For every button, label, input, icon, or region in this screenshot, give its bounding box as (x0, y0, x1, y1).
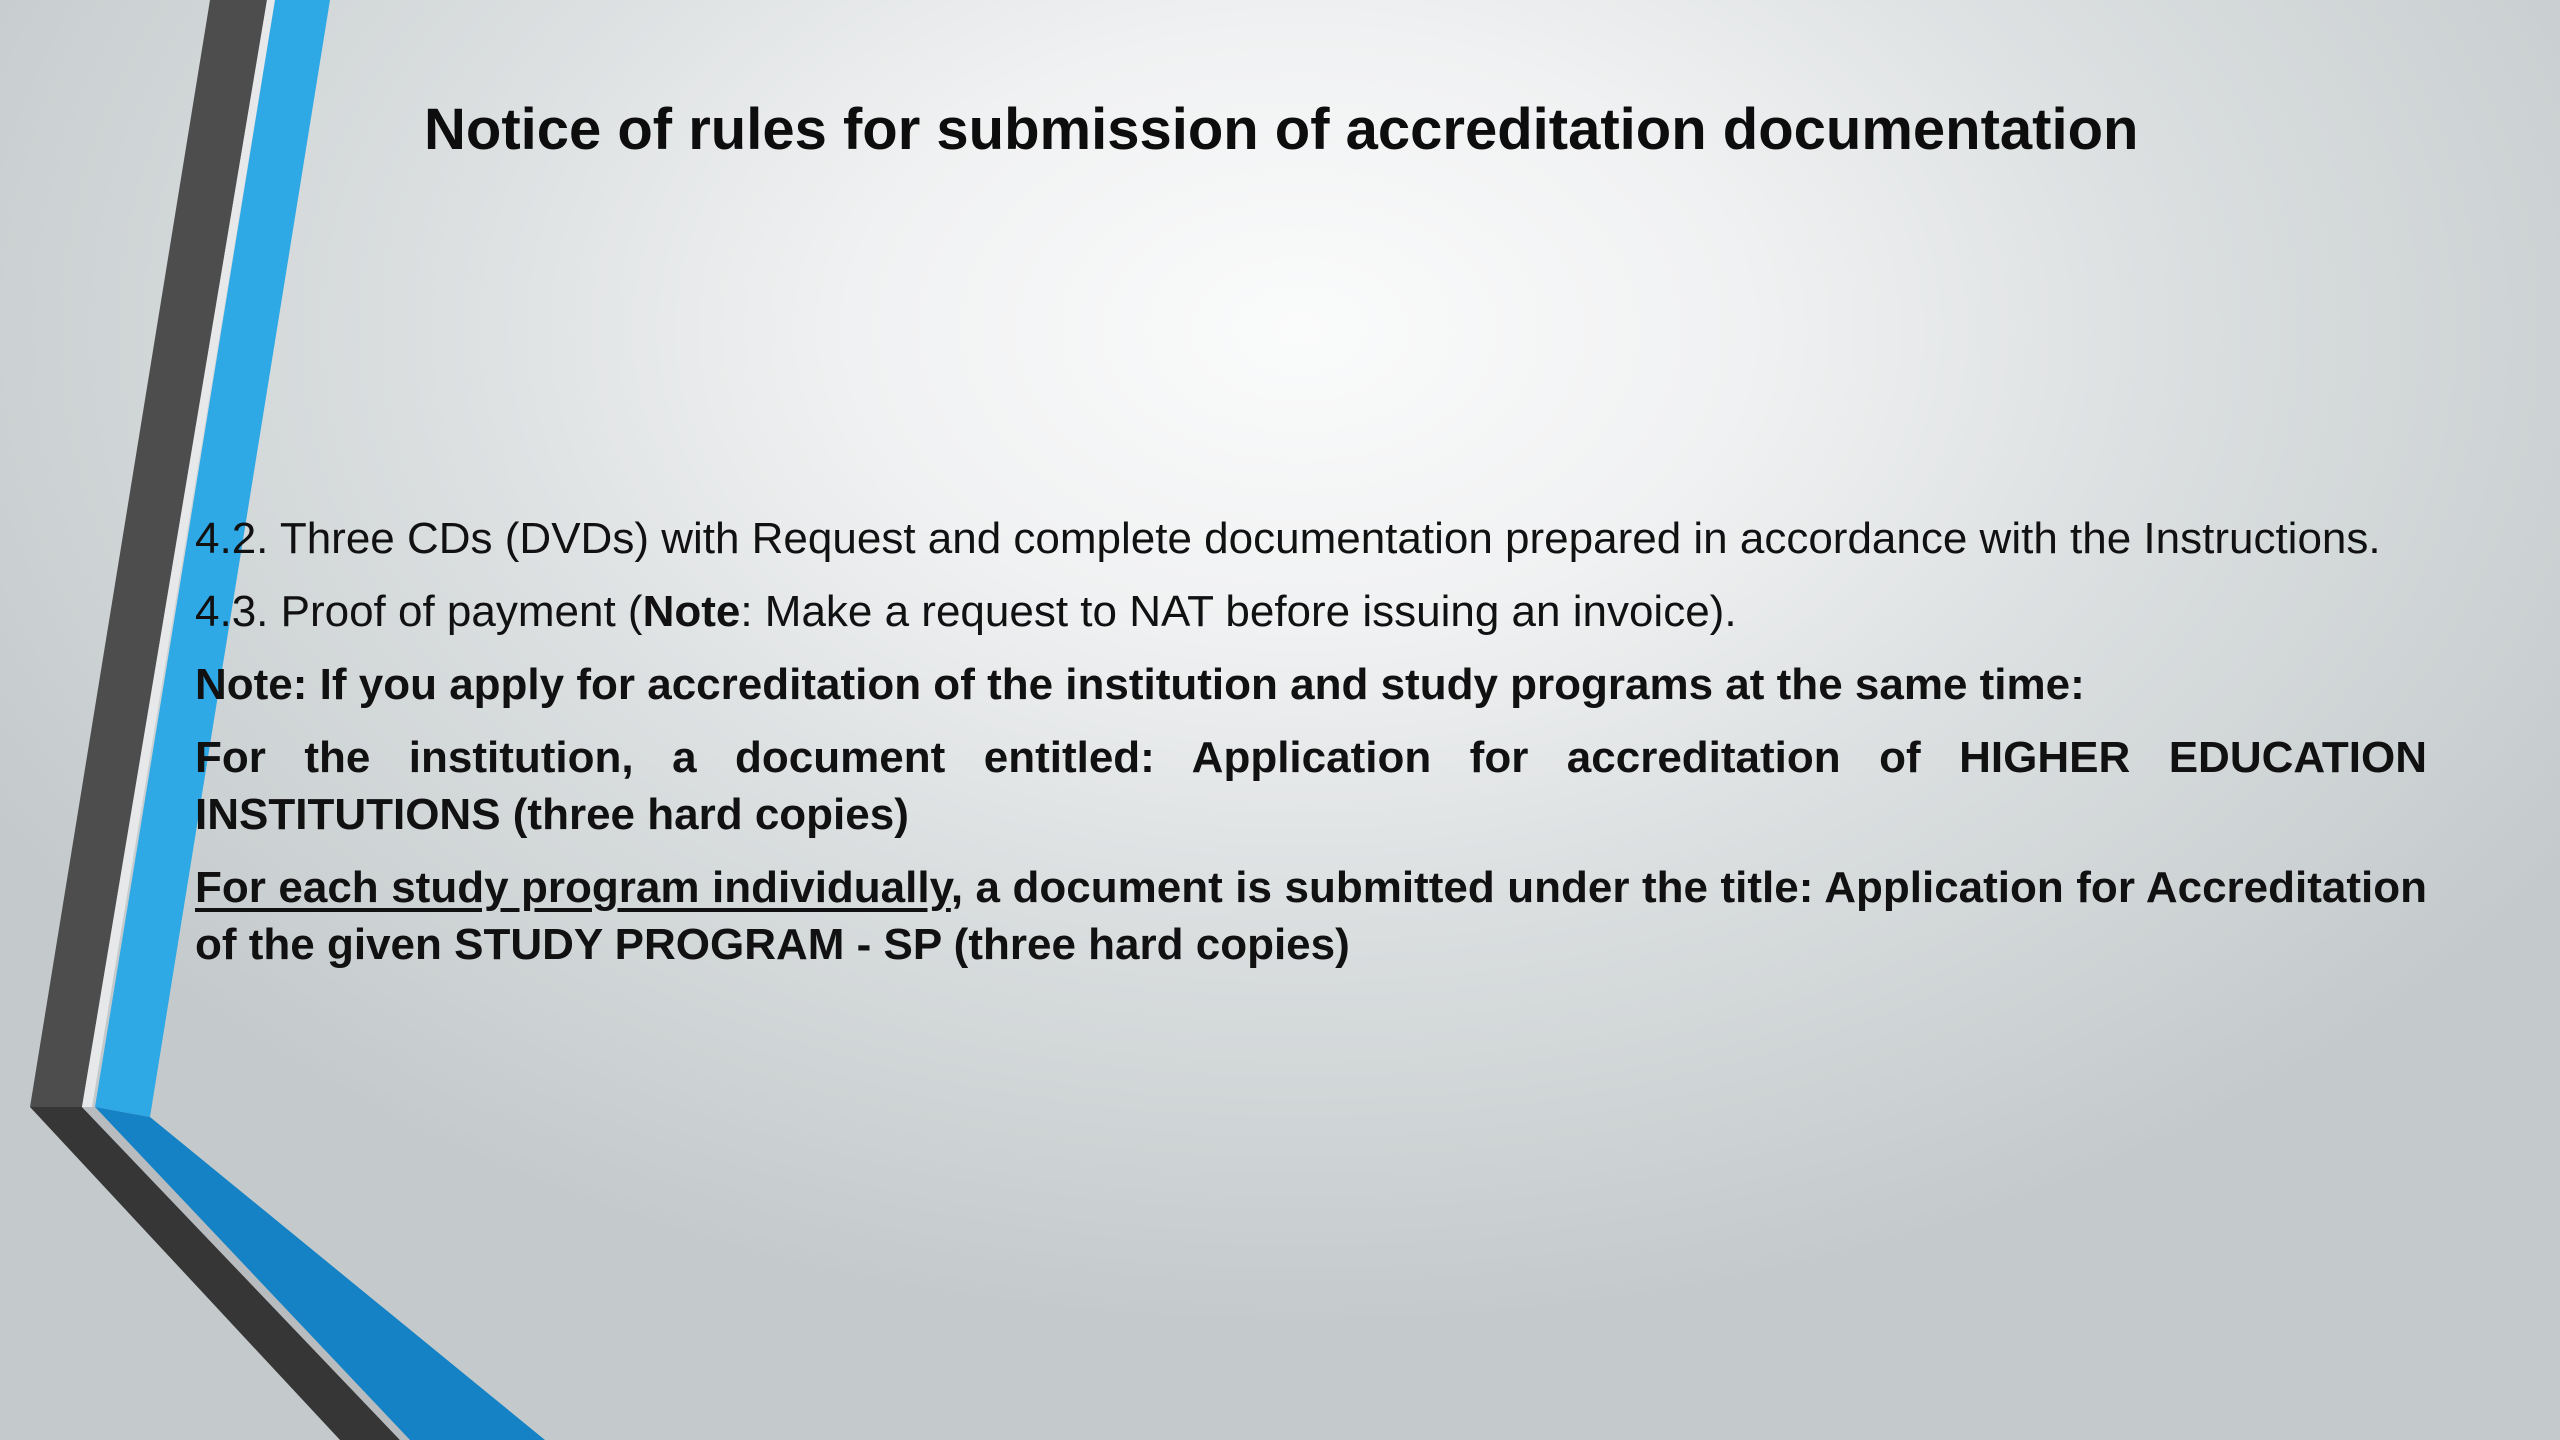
list-item (195, 583, 2427, 640)
program-paragraph (195, 859, 2427, 973)
item-number: 4.2. (195, 514, 269, 563)
decor-light-diagonal (82, 1107, 410, 1440)
item-text-bold: Note (642, 587, 741, 636)
item-number: 4.3. (195, 587, 269, 636)
item-text: Three CDs (DVDs) with Request and complete documentation prepared in accordance with the Instructions. (268, 514, 2381, 563)
program-paragraph-rest: , a document is submitted under the title: Application for Accreditation of the given STUDY PROGRAM - SP (three hard copies) (195, 863, 2427, 969)
institution-paragraph: For the institution, a document entitled: Application for accreditation of HIGHER EDUCATION INSTITUTIONS (three hard copies) (195, 733, 2427, 839)
slide-title: Notice of rules for submission of accreditation documentation (424, 97, 2139, 162)
item-text-prefix: Proof of payment ( (268, 587, 643, 636)
slide-body (195, 510, 2427, 989)
list-item (195, 510, 2427, 567)
program-paragraph-underlined: For each study program individually (195, 863, 951, 912)
decor-gray-diagonal (30, 1107, 400, 1440)
item-text-suffix: : Make a request to NAT before issuing an invoice). (740, 587, 1737, 636)
note-heading: Note: If you apply for accreditation of the institution and study programs at the same time: (195, 660, 2085, 709)
